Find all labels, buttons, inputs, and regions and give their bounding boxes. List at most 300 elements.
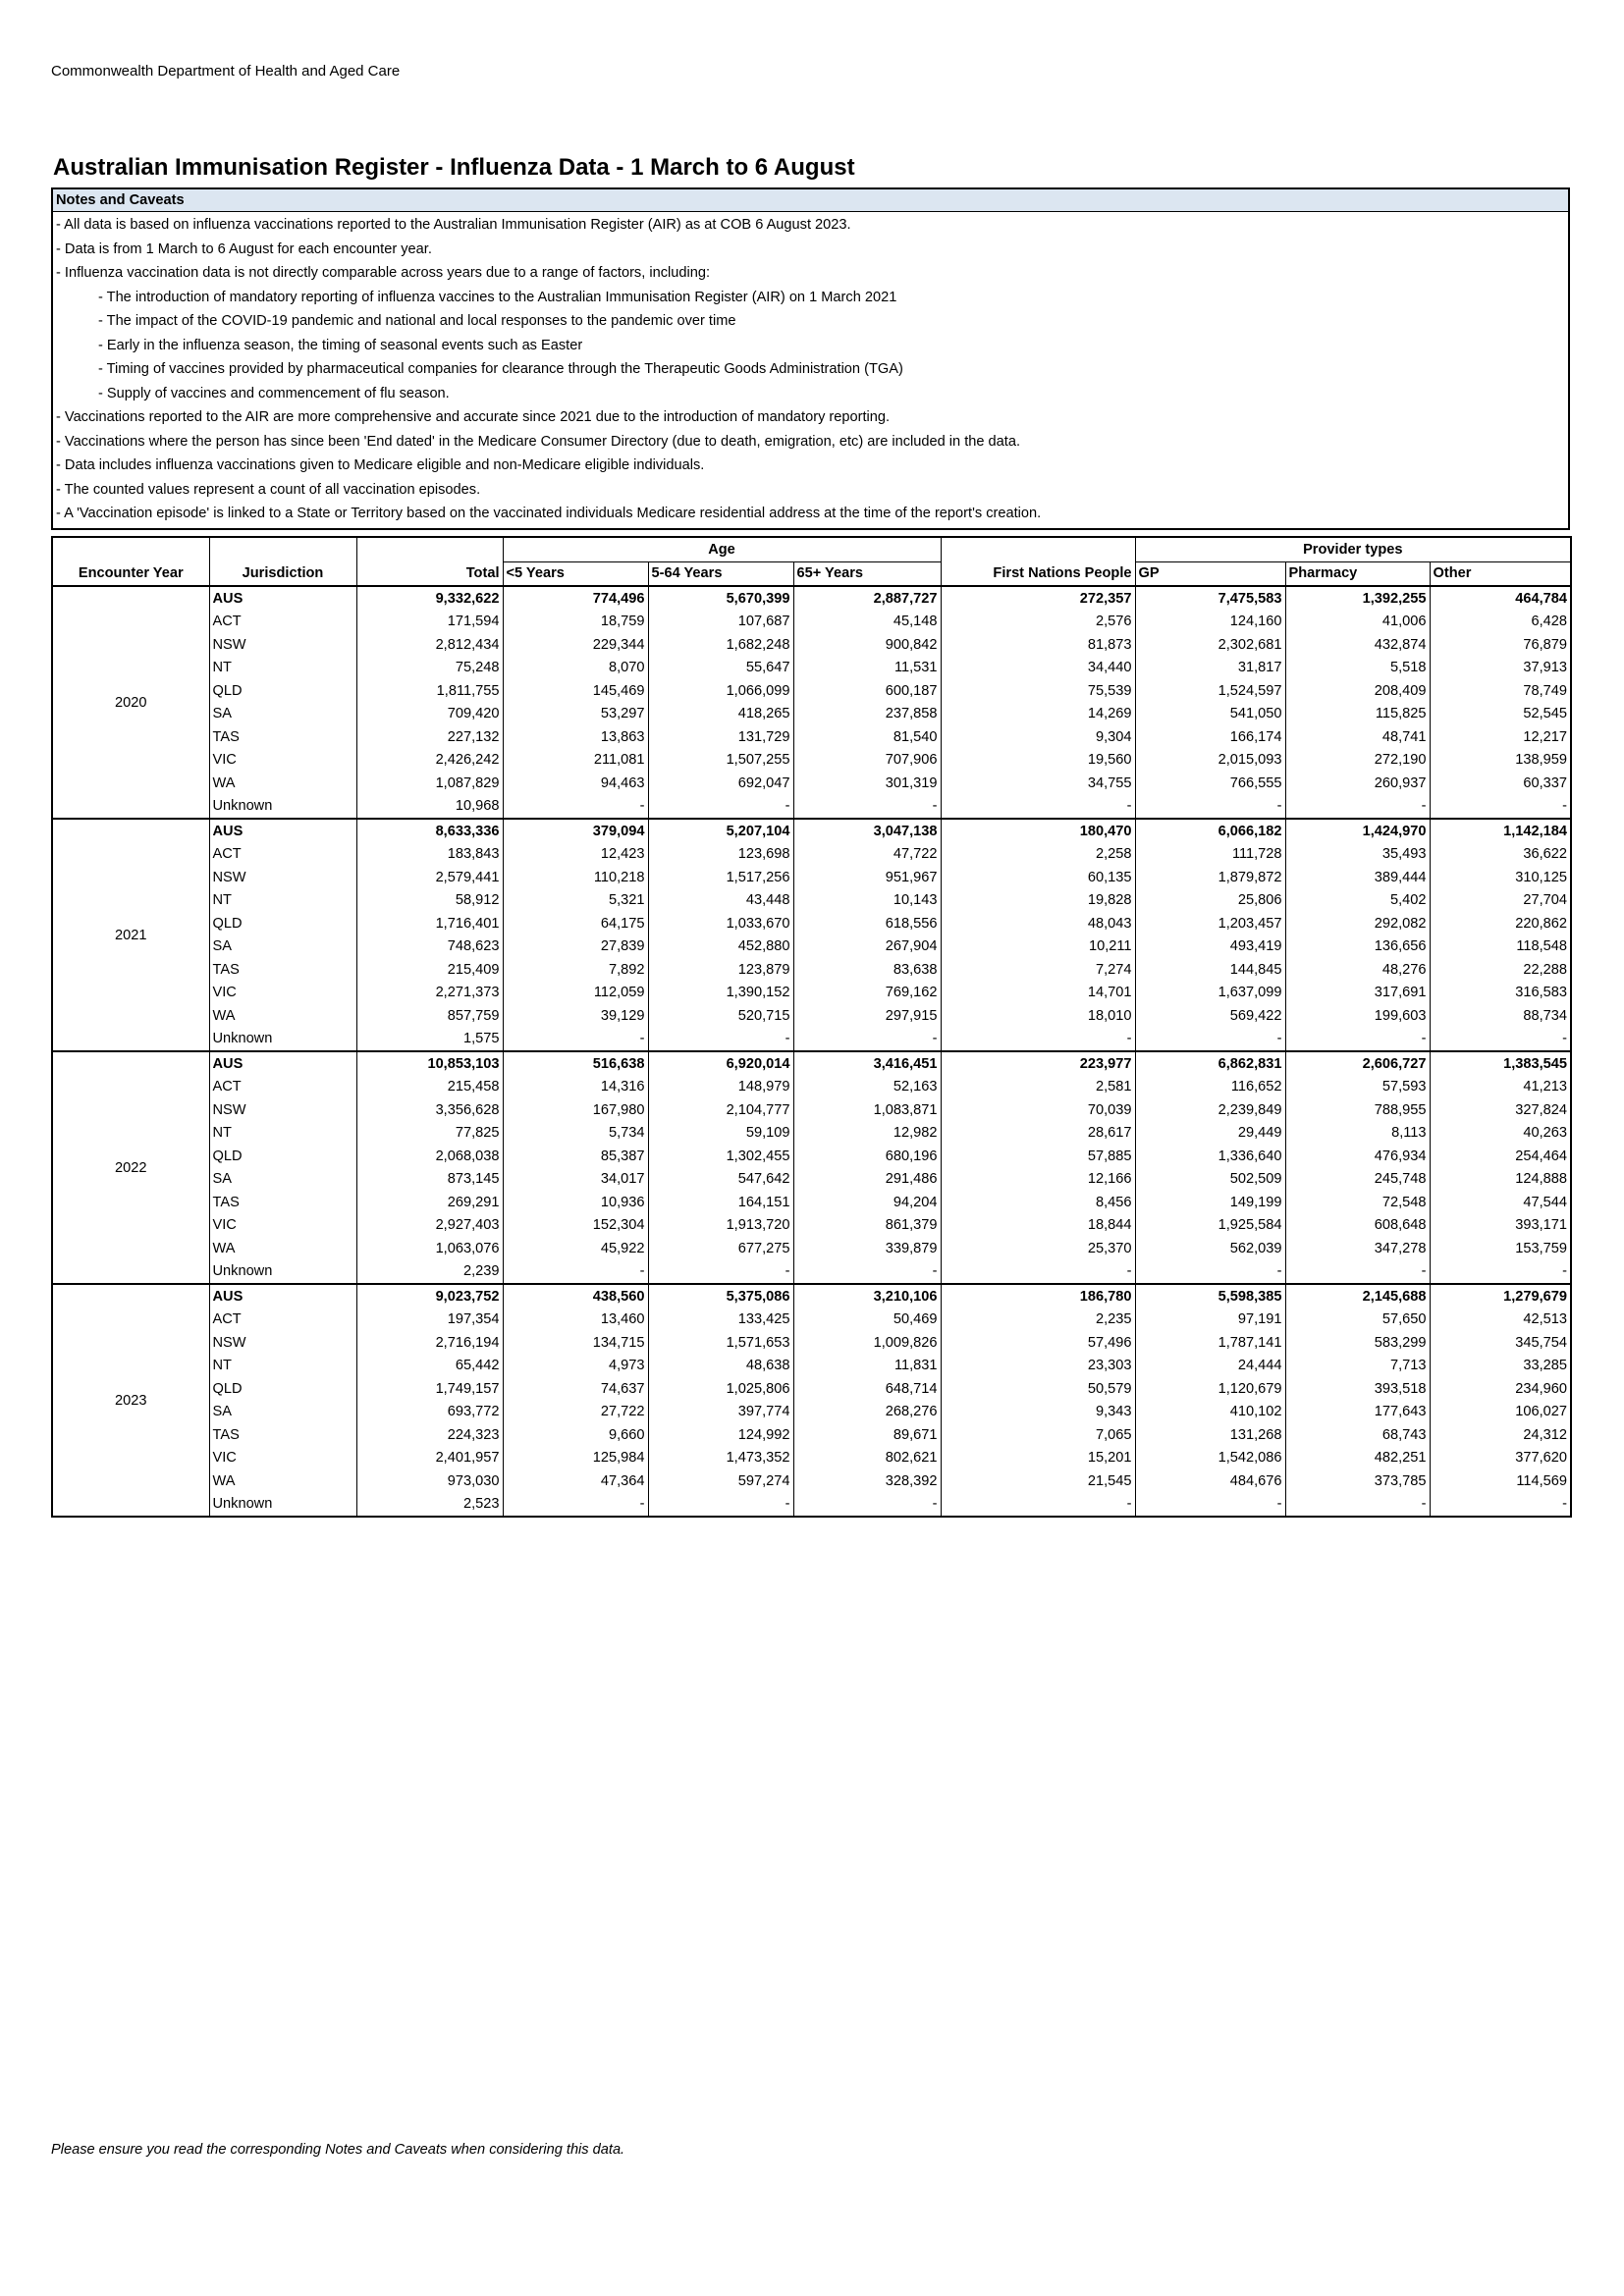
age-5-64-cell: 43,448 <box>648 889 793 913</box>
first-nations-cell: 9,304 <box>941 725 1135 749</box>
age-65-plus-cell: 297,915 <box>793 1004 941 1028</box>
total-cell: 9,023,752 <box>356 1284 503 1308</box>
age-5-64-cell: 59,109 <box>648 1122 793 1146</box>
gp-cell: 29,449 <box>1135 1122 1285 1146</box>
table-row <box>52 1122 1571 1146</box>
age-65-plus-cell: 268,276 <box>793 1401 941 1424</box>
age-5-64-cell: 2,104,777 <box>648 1098 793 1122</box>
pharmacy-cell: - <box>1285 795 1430 820</box>
gp-cell: 1,336,640 <box>1135 1145 1285 1168</box>
table-row <box>52 1493 1571 1518</box>
age-65-plus-cell: 1,009,826 <box>793 1331 941 1355</box>
table-body <box>52 586 1571 1517</box>
note-line: - Early in the influenza season, the timing of seasonal events such as Easter <box>98 337 583 353</box>
column-header-65-plus: 65+ Years <box>793 561 941 586</box>
under-5-cell: 7,892 <box>503 958 648 982</box>
under-5-cell: 18,759 <box>503 611 648 634</box>
under-5-cell: 64,175 <box>503 912 648 935</box>
total-cell: 857,759 <box>356 1004 503 1028</box>
jurisdiction-cell: NT <box>209 889 356 913</box>
pharmacy-cell: 2,606,727 <box>1285 1051 1430 1076</box>
gp-cell: 484,676 <box>1135 1469 1285 1493</box>
total-cell: 2,401,957 <box>356 1447 503 1470</box>
jurisdiction-cell: WA <box>209 1004 356 1028</box>
under-5-cell: 39,129 <box>503 1004 648 1028</box>
table-row <box>52 1401 1571 1424</box>
total-cell: 748,623 <box>356 935 503 959</box>
table-row <box>52 633 1571 657</box>
under-5-cell: - <box>503 795 648 820</box>
gp-cell: 2,302,681 <box>1135 633 1285 657</box>
under-5-cell: 379,094 <box>503 819 648 843</box>
first-nations-cell: 7,274 <box>941 958 1135 982</box>
total-cell: 1,087,829 <box>356 772 503 795</box>
first-nations-cell: - <box>941 795 1135 820</box>
table-row <box>52 1377 1571 1401</box>
under-5-cell: 5,321 <box>503 889 648 913</box>
total-cell: 2,716,194 <box>356 1331 503 1355</box>
other-cell: 106,027 <box>1430 1401 1571 1424</box>
table-row <box>52 1355 1571 1378</box>
encounter-year-cell: 2023 <box>52 1284 209 1517</box>
jurisdiction-cell: VIC <box>209 1214 356 1238</box>
jurisdiction-cell: WA <box>209 1237 356 1260</box>
table-row <box>52 1331 1571 1355</box>
total-cell: 973,030 <box>356 1469 503 1493</box>
first-nations-cell: 9,343 <box>941 1401 1135 1424</box>
table-row <box>52 1028 1571 1052</box>
age-65-plus-cell: 600,187 <box>793 679 941 703</box>
other-cell: 1,142,184 <box>1430 819 1571 843</box>
other-cell: - <box>1430 795 1571 820</box>
first-nations-cell: 48,043 <box>941 912 1135 935</box>
pharmacy-cell: 48,276 <box>1285 958 1430 982</box>
table-row <box>52 725 1571 749</box>
jurisdiction-cell: AUS <box>209 819 356 843</box>
notes-list <box>53 212 1568 528</box>
pharmacy-cell: 57,593 <box>1285 1076 1430 1099</box>
age-5-64-cell: 5,670,399 <box>648 586 793 611</box>
gp-cell: 1,203,457 <box>1135 912 1285 935</box>
gp-cell: 502,509 <box>1135 1168 1285 1192</box>
first-nations-cell: 25,370 <box>941 1237 1135 1260</box>
age-65-plus-cell: 648,714 <box>793 1377 941 1401</box>
first-nations-cell: 75,539 <box>941 679 1135 703</box>
total-cell: 3,356,628 <box>356 1098 503 1122</box>
age-65-plus-cell: 951,967 <box>793 866 941 889</box>
other-cell: 60,337 <box>1430 772 1571 795</box>
age-65-plus-cell: 52,163 <box>793 1076 941 1099</box>
influenza-data-table <box>51 536 1572 1518</box>
age-65-plus-cell: 3,416,451 <box>793 1051 941 1076</box>
other-cell: - <box>1430 1493 1571 1518</box>
jurisdiction-cell: AUS <box>209 586 356 611</box>
age-65-plus-cell: 12,982 <box>793 1122 941 1146</box>
gp-cell: 6,066,182 <box>1135 819 1285 843</box>
other-cell: 41,213 <box>1430 1076 1571 1099</box>
column-header-jurisdiction: Jurisdiction <box>209 561 356 586</box>
table-row <box>52 795 1571 820</box>
pharmacy-cell: 1,392,255 <box>1285 586 1430 611</box>
gp-cell: 1,879,872 <box>1135 866 1285 889</box>
age-5-64-cell: 1,302,455 <box>648 1145 793 1168</box>
age-65-plus-cell: 45,148 <box>793 611 941 634</box>
age-65-plus-cell: 1,083,871 <box>793 1098 941 1122</box>
first-nations-cell: 50,579 <box>941 1377 1135 1401</box>
other-cell: 22,288 <box>1430 958 1571 982</box>
table-row <box>52 1098 1571 1122</box>
gp-cell: 24,444 <box>1135 1355 1285 1378</box>
jurisdiction-cell: ACT <box>209 1076 356 1099</box>
other-cell: 33,285 <box>1430 1355 1571 1378</box>
total-cell: 1,575 <box>356 1028 503 1052</box>
age-65-plus-cell: 861,379 <box>793 1214 941 1238</box>
pharmacy-cell: 347,278 <box>1285 1237 1430 1260</box>
under-5-cell: 10,936 <box>503 1191 648 1214</box>
pharmacy-cell: 8,113 <box>1285 1122 1430 1146</box>
total-cell: 8,633,336 <box>356 819 503 843</box>
group-header-row <box>52 537 1571 561</box>
pharmacy-cell: 7,713 <box>1285 1355 1430 1378</box>
header-spacer <box>209 537 356 561</box>
age-65-plus-cell: 10,143 <box>793 889 941 913</box>
age-5-64-cell: 397,774 <box>648 1401 793 1424</box>
total-cell: 1,811,755 <box>356 679 503 703</box>
table-row <box>52 982 1571 1005</box>
under-5-cell: 12,423 <box>503 843 648 867</box>
jurisdiction-cell: NSW <box>209 1331 356 1355</box>
gp-cell: 111,728 <box>1135 843 1285 867</box>
gp-cell: 1,637,099 <box>1135 982 1285 1005</box>
age-5-64-cell: 1,025,806 <box>648 1377 793 1401</box>
first-nations-cell: 7,065 <box>941 1423 1135 1447</box>
other-cell: 114,569 <box>1430 1469 1571 1493</box>
column-header-other: Other <box>1430 561 1571 586</box>
table-row <box>52 1447 1571 1470</box>
under-5-cell: 125,984 <box>503 1447 648 1470</box>
under-5-cell: 112,059 <box>503 982 648 1005</box>
other-cell: - <box>1430 1028 1571 1052</box>
total-cell: 2,068,038 <box>356 1145 503 1168</box>
table-row <box>52 749 1571 773</box>
under-5-cell: 211,081 <box>503 749 648 773</box>
pharmacy-cell: 608,648 <box>1285 1214 1430 1238</box>
table-row <box>52 819 1571 843</box>
header-spacer <box>52 537 209 561</box>
age-5-64-cell: 520,715 <box>648 1004 793 1028</box>
other-cell: 76,879 <box>1430 633 1571 657</box>
first-nations-cell: 14,701 <box>941 982 1135 1005</box>
table-row <box>52 657 1571 680</box>
under-5-cell: - <box>503 1493 648 1518</box>
jurisdiction-cell: VIC <box>209 749 356 773</box>
pharmacy-cell: 57,650 <box>1285 1308 1430 1332</box>
age-5-64-cell: 123,879 <box>648 958 793 982</box>
age-5-64-cell: 1,682,248 <box>648 633 793 657</box>
pharmacy-cell: 177,643 <box>1285 1401 1430 1424</box>
table-row <box>52 1214 1571 1238</box>
under-5-cell: 167,980 <box>503 1098 648 1122</box>
first-nations-cell: 12,166 <box>941 1168 1135 1192</box>
table-row <box>52 1469 1571 1493</box>
other-cell: 138,959 <box>1430 749 1571 773</box>
total-cell: 58,912 <box>356 889 503 913</box>
note-line: - The impact of the COVID-19 pandemic and national and local responses to the pandemic over time <box>98 313 736 329</box>
gp-cell: 31,817 <box>1135 657 1285 680</box>
age-65-plus-cell: 618,556 <box>793 912 941 935</box>
note-line: - Influenza vaccination data is not directly comparable across years due to a range of factors, including: <box>56 265 710 281</box>
pharmacy-cell: 272,190 <box>1285 749 1430 773</box>
under-5-cell: 774,496 <box>503 586 648 611</box>
table-row <box>52 1284 1571 1308</box>
other-cell: 464,784 <box>1430 586 1571 611</box>
other-cell: 118,548 <box>1430 935 1571 959</box>
jurisdiction-cell: NSW <box>209 866 356 889</box>
pharmacy-cell: 292,082 <box>1285 912 1430 935</box>
total-cell: 224,323 <box>356 1423 503 1447</box>
pharmacy-cell: 393,518 <box>1285 1377 1430 1401</box>
total-cell: 1,716,401 <box>356 912 503 935</box>
age-5-64-cell: 1,473,352 <box>648 1447 793 1470</box>
gp-cell: 569,422 <box>1135 1004 1285 1028</box>
under-5-cell: 13,863 <box>503 725 648 749</box>
gp-cell: - <box>1135 1493 1285 1518</box>
jurisdiction-cell: Unknown <box>209 1028 356 1052</box>
age-5-64-cell: 5,375,086 <box>648 1284 793 1308</box>
jurisdiction-cell: SA <box>209 703 356 726</box>
gp-cell: 97,191 <box>1135 1308 1285 1332</box>
header-spacer <box>356 537 503 561</box>
table-row <box>52 843 1571 867</box>
total-cell: 693,772 <box>356 1401 503 1424</box>
pharmacy-cell: - <box>1285 1260 1430 1285</box>
table-row <box>52 935 1571 959</box>
age-65-plus-cell: 707,906 <box>793 749 941 773</box>
gp-cell: 1,120,679 <box>1135 1377 1285 1401</box>
jurisdiction-cell: NT <box>209 1122 356 1146</box>
age-65-plus-cell: 291,486 <box>793 1168 941 1192</box>
note-line: - Data includes influenza vaccinations given to Medicare eligible and non-Medicare eligible individuals. <box>56 457 705 473</box>
total-cell: 171,594 <box>356 611 503 634</box>
table-row <box>52 586 1571 611</box>
note-line: - Timing of vaccines provided by pharmaceutical companies for clearance through the Therapeutic Goods Administration (TGA) <box>98 361 903 377</box>
first-nations-cell: 223,977 <box>941 1051 1135 1076</box>
age-5-64-cell: - <box>648 1260 793 1285</box>
column-header-total: Total <box>356 561 503 586</box>
first-nations-cell: 28,617 <box>941 1122 1135 1146</box>
age-65-plus-cell: 47,722 <box>793 843 941 867</box>
jurisdiction-cell: SA <box>209 1168 356 1192</box>
jurisdiction-cell: QLD <box>209 1377 356 1401</box>
table-row <box>52 958 1571 982</box>
age-65-plus-cell: - <box>793 1260 941 1285</box>
first-nations-cell: 19,560 <box>941 749 1135 773</box>
age-65-plus-cell: 301,319 <box>793 772 941 795</box>
table-row <box>52 1423 1571 1447</box>
other-cell: 234,960 <box>1430 1377 1571 1401</box>
total-cell: 269,291 <box>356 1191 503 1214</box>
other-cell: 24,312 <box>1430 1423 1571 1447</box>
gp-cell: 541,050 <box>1135 703 1285 726</box>
under-5-cell: 5,734 <box>503 1122 648 1146</box>
other-cell: 377,620 <box>1430 1447 1571 1470</box>
other-cell: 1,383,545 <box>1430 1051 1571 1076</box>
under-5-cell: - <box>503 1028 648 1052</box>
gp-cell: - <box>1135 795 1285 820</box>
under-5-cell: 27,839 <box>503 935 648 959</box>
age-5-64-cell: 677,275 <box>648 1237 793 1260</box>
total-cell: 77,825 <box>356 1122 503 1146</box>
notes-and-caveats-box <box>51 187 1570 530</box>
age-5-64-cell: - <box>648 1028 793 1052</box>
jurisdiction-cell: SA <box>209 935 356 959</box>
note-line: - Supply of vaccines and commencement of flu season. <box>98 385 450 401</box>
under-5-cell: 13,460 <box>503 1308 648 1332</box>
total-cell: 2,579,441 <box>356 866 503 889</box>
gp-cell: 166,174 <box>1135 725 1285 749</box>
age-65-plus-cell: - <box>793 1028 941 1052</box>
jurisdiction-cell: TAS <box>209 1191 356 1214</box>
pharmacy-cell: 373,785 <box>1285 1469 1430 1493</box>
first-nations-cell: 70,039 <box>941 1098 1135 1122</box>
pharmacy-cell: 1,424,970 <box>1285 819 1430 843</box>
jurisdiction-cell: ACT <box>209 843 356 867</box>
age-5-64-cell: 418,265 <box>648 703 793 726</box>
under-5-cell: 516,638 <box>503 1051 648 1076</box>
gp-cell: - <box>1135 1028 1285 1052</box>
first-nations-cell: 8,456 <box>941 1191 1135 1214</box>
table-row <box>52 1191 1571 1214</box>
total-cell: 183,843 <box>356 843 503 867</box>
pharmacy-cell: 136,656 <box>1285 935 1430 959</box>
note-line: - A 'Vaccination episode' is linked to a State or Territory based on the vaccinated individuals Medicare residential address at the time of the report's creation. <box>56 506 1042 521</box>
other-cell: 36,622 <box>1430 843 1571 867</box>
under-5-cell: 229,344 <box>503 633 648 657</box>
age-65-plus-cell: 50,469 <box>793 1308 941 1332</box>
other-cell: 153,759 <box>1430 1237 1571 1260</box>
age-65-plus-cell: 769,162 <box>793 982 941 1005</box>
under-5-cell: 47,364 <box>503 1469 648 1493</box>
gp-cell: 149,199 <box>1135 1191 1285 1214</box>
first-nations-cell: 2,235 <box>941 1308 1135 1332</box>
other-cell: 78,749 <box>1430 679 1571 703</box>
gp-cell: 5,598,385 <box>1135 1284 1285 1308</box>
gp-cell: 124,160 <box>1135 611 1285 634</box>
age-5-64-cell: 1,517,256 <box>648 866 793 889</box>
first-nations-cell: 15,201 <box>941 1447 1135 1470</box>
jurisdiction-cell: NT <box>209 657 356 680</box>
jurisdiction-cell: TAS <box>209 1423 356 1447</box>
gp-cell: 116,652 <box>1135 1076 1285 1099</box>
column-header-pharmacy: Pharmacy <box>1285 561 1430 586</box>
jurisdiction-cell: SA <box>209 1401 356 1424</box>
pharmacy-cell: 5,518 <box>1285 657 1430 680</box>
age-5-64-cell: 597,274 <box>648 1469 793 1493</box>
under-5-cell: 134,715 <box>503 1331 648 1355</box>
notes-heading: Notes and Caveats <box>53 189 1568 212</box>
pharmacy-cell: 245,748 <box>1285 1168 1430 1192</box>
column-header-gp: GP <box>1135 561 1285 586</box>
under-5-cell: 27,722 <box>503 1401 648 1424</box>
gp-cell: 2,239,849 <box>1135 1098 1285 1122</box>
age-5-64-cell: 1,913,720 <box>648 1214 793 1238</box>
age-65-plus-cell: 680,196 <box>793 1145 941 1168</box>
total-cell: 215,409 <box>356 958 503 982</box>
pharmacy-cell: 476,934 <box>1285 1145 1430 1168</box>
table-row <box>52 1260 1571 1285</box>
age-65-plus-cell: 11,531 <box>793 657 941 680</box>
age-5-64-cell: 124,992 <box>648 1423 793 1447</box>
header-spacer <box>941 537 1135 561</box>
age-65-plus-cell: 94,204 <box>793 1191 941 1214</box>
age-65-plus-cell: 83,638 <box>793 958 941 982</box>
jurisdiction-cell: NSW <box>209 1098 356 1122</box>
age-65-plus-cell: - <box>793 1493 941 1518</box>
other-cell: 316,583 <box>1430 982 1571 1005</box>
table-row <box>52 1237 1571 1260</box>
note-line: - Data is from 1 March to 6 August for each encounter year. <box>56 240 432 257</box>
note-line: - Vaccinations reported to the AIR are more comprehensive and accurate since 2021 due to the introduction of mandatory reporting. <box>56 409 891 425</box>
jurisdiction-cell: Unknown <box>209 1260 356 1285</box>
table-row <box>52 866 1571 889</box>
other-cell: 254,464 <box>1430 1145 1571 1168</box>
first-nations-cell: 18,844 <box>941 1214 1135 1238</box>
pharmacy-cell: 48,741 <box>1285 725 1430 749</box>
first-nations-cell: 180,470 <box>941 819 1135 843</box>
column-header-under-5: <5 Years <box>503 561 648 586</box>
age-5-64-cell: 1,571,653 <box>648 1331 793 1355</box>
age-5-64-cell: 547,642 <box>648 1168 793 1192</box>
encounter-year-cell: 2021 <box>52 819 209 1051</box>
gp-cell: 410,102 <box>1135 1401 1285 1424</box>
age-group-header: Age <box>503 537 941 561</box>
pharmacy-cell: 2,145,688 <box>1285 1284 1430 1308</box>
age-5-64-cell: 1,066,099 <box>648 679 793 703</box>
first-nations-cell: 19,828 <box>941 889 1135 913</box>
total-cell: 227,132 <box>356 725 503 749</box>
age-5-64-cell: 6,920,014 <box>648 1051 793 1076</box>
other-cell: 124,888 <box>1430 1168 1571 1192</box>
age-65-plus-cell: 237,858 <box>793 703 941 726</box>
table-row <box>52 611 1571 634</box>
table-row <box>52 1051 1571 1076</box>
under-5-cell: 34,017 <box>503 1168 648 1192</box>
note-line: - Vaccinations where the person has since been 'End dated' in the Medicare Consumer Directory (due to death, emigration, etc) are included in the data. <box>56 433 1021 450</box>
total-cell: 2,812,434 <box>356 633 503 657</box>
first-nations-cell: 272,357 <box>941 586 1135 611</box>
pharmacy-cell: 72,548 <box>1285 1191 1430 1214</box>
jurisdiction-cell: WA <box>209 772 356 795</box>
age-5-64-cell: - <box>648 795 793 820</box>
jurisdiction-cell: QLD <box>209 679 356 703</box>
pharmacy-cell: 260,937 <box>1285 772 1430 795</box>
page-title: Australian Immunisation Register - Influenza Data - 1 March to 6 August <box>53 154 855 181</box>
table-row <box>52 1004 1571 1028</box>
gp-cell: 2,015,093 <box>1135 749 1285 773</box>
under-5-cell: 4,973 <box>503 1355 648 1378</box>
under-5-cell: 152,304 <box>503 1214 648 1238</box>
gp-cell: 1,925,584 <box>1135 1214 1285 1238</box>
column-header-encounter-year: Encounter Year <box>52 561 209 586</box>
under-5-cell: 45,922 <box>503 1237 648 1260</box>
total-cell: 10,853,103 <box>356 1051 503 1076</box>
under-5-cell: 145,469 <box>503 679 648 703</box>
total-cell: 2,271,373 <box>356 982 503 1005</box>
age-65-plus-cell: 3,210,106 <box>793 1284 941 1308</box>
first-nations-cell: 18,010 <box>941 1004 1135 1028</box>
organisation-name: Commonwealth Department of Health and Aged Care <box>51 63 401 80</box>
table-row <box>52 912 1571 935</box>
